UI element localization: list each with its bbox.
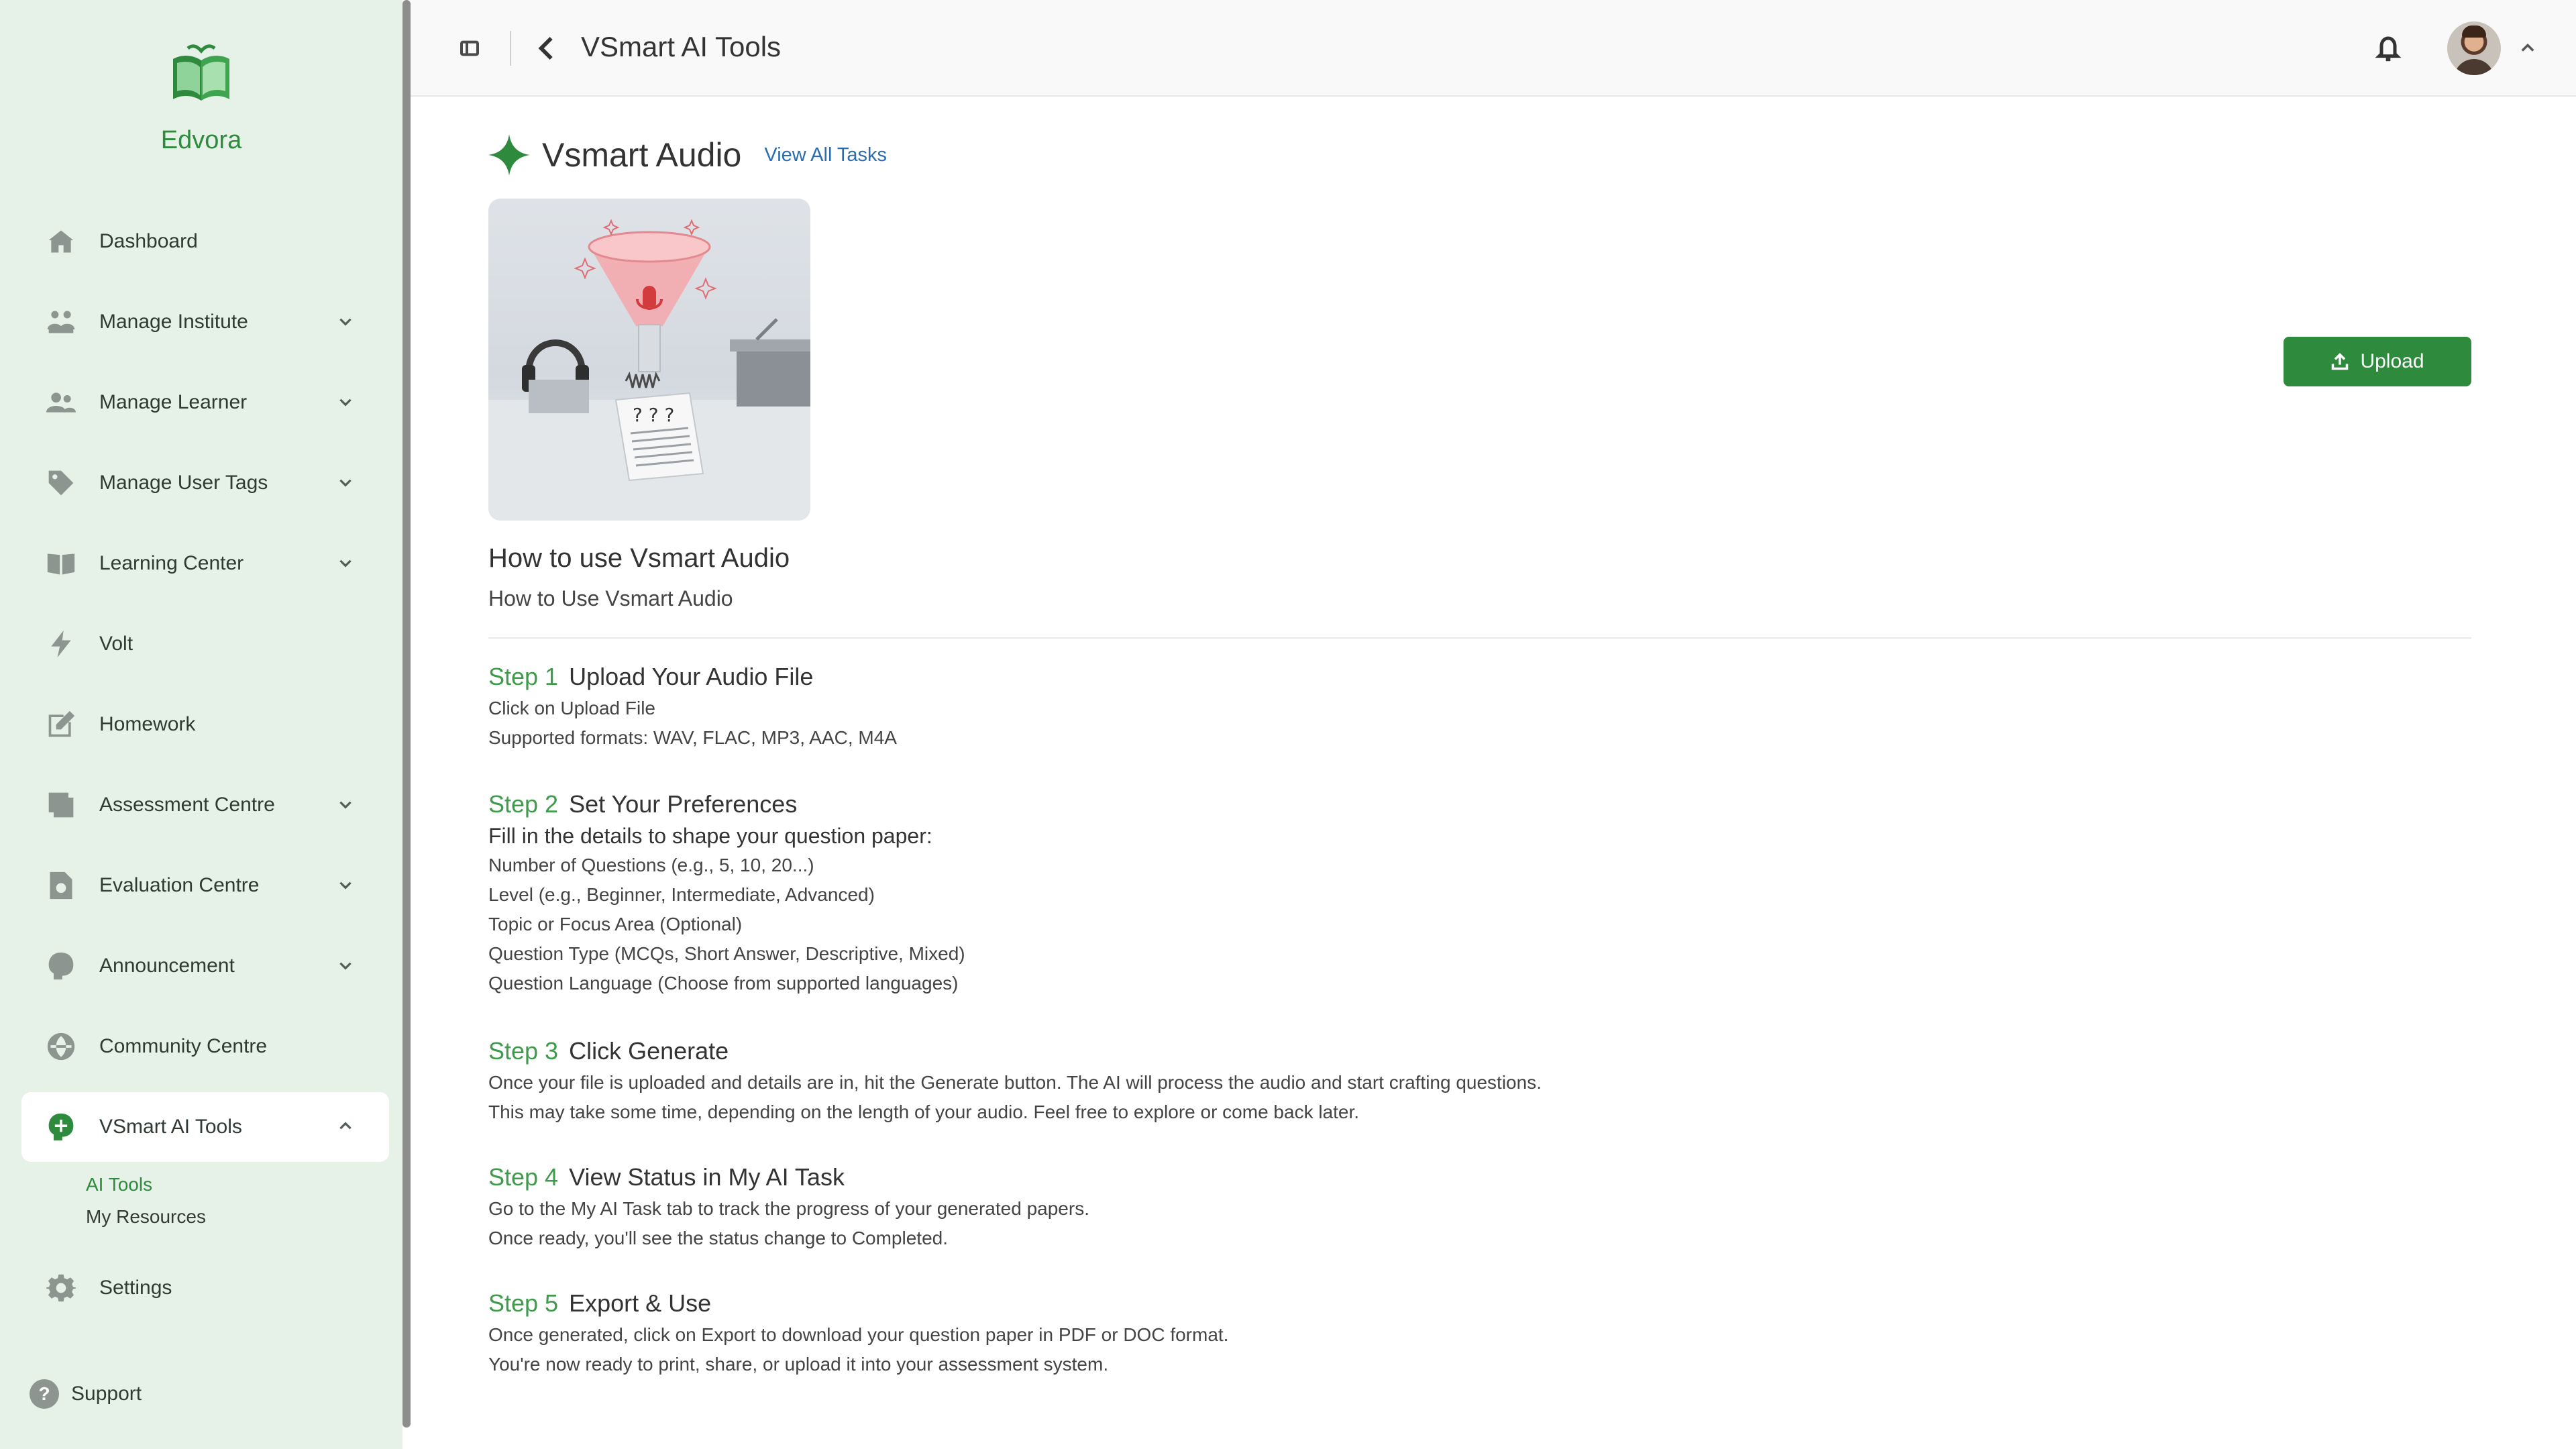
step-line: You're now ready to print, share, or upload it into your assessment system. bbox=[488, 1354, 1109, 1375]
main-content bbox=[411, 97, 2576, 1449]
sidebar-item-volt[interactable] bbox=[21, 609, 389, 679]
step-4 bbox=[488, 1161, 2434, 1253]
svg-text:? ? ?: ? ? ? bbox=[633, 404, 675, 426]
sidebar bbox=[0, 0, 402, 1449]
step-line: Level (e.g., Beginner, Intermediate, Advanced) bbox=[488, 884, 875, 905]
step-3 bbox=[488, 1034, 2434, 1127]
brand bbox=[0, 40, 402, 155]
edit-icon bbox=[46, 709, 76, 740]
chevron-down-icon bbox=[337, 554, 354, 572]
book-icon bbox=[46, 548, 76, 579]
sidebar-item-assessment-centre[interactable] bbox=[21, 770, 389, 840]
step-line: Once your file is uploaded and details are in, hit the Generate button. The AI will process the audio and start crafting questions. bbox=[488, 1072, 1542, 1093]
support-label: Support bbox=[71, 1383, 142, 1405]
step-line: Number of Questions (e.g., 5, 10, 20...) bbox=[488, 855, 814, 875]
funnel-microphone-illustration bbox=[488, 199, 810, 521]
sidebar-item-label: Volt bbox=[99, 633, 133, 655]
assessment-icon bbox=[46, 790, 76, 820]
sidebar-item-label: Manage Institute bbox=[99, 311, 248, 333]
sidebar-item-label: Evaluation Centre bbox=[99, 874, 260, 896]
back-arrow-icon[interactable] bbox=[535, 35, 558, 62]
step-number: Step 5 bbox=[488, 1289, 559, 1317]
step-line: This may take some time, depending on the length of your audio. Feel free to explore or come back later. bbox=[488, 1102, 1360, 1122]
step-title: Click Generate bbox=[569, 1037, 729, 1065]
step-heading bbox=[488, 1034, 2434, 1068]
step-1 bbox=[488, 660, 2434, 753]
chevron-up-icon bbox=[337, 1118, 354, 1135]
step-title: View Status in My AI Task bbox=[569, 1163, 845, 1191]
chevron-down-icon bbox=[337, 393, 354, 411]
step-title: Set Your Preferences bbox=[569, 790, 798, 818]
step-line: Question Type (MCQs, Short Answer, Descriptive, Mixed) bbox=[488, 943, 965, 964]
step-title: Upload Your Audio File bbox=[569, 663, 814, 690]
sidebar-item-homework[interactable] bbox=[21, 690, 389, 759]
learners-icon bbox=[46, 387, 76, 418]
sidebar-item-community-centre[interactable] bbox=[21, 1012, 389, 1081]
section-divider bbox=[488, 637, 2471, 639]
step-5 bbox=[488, 1287, 2434, 1379]
step-heading bbox=[488, 1161, 2434, 1194]
sidebar-subitem-my-resources[interactable]: My Resources bbox=[86, 1206, 206, 1227]
sidebar-item-label: Manage Learner bbox=[99, 391, 248, 413]
sidebar-item-label: Dashboard bbox=[99, 230, 198, 252]
sparkle-icon bbox=[488, 134, 530, 176]
sidebar-item-label: Manage User Tags bbox=[99, 472, 268, 494]
step-line: Go to the My AI Task tab to track the progress of your generated papers. bbox=[488, 1198, 1089, 1219]
step-2 bbox=[488, 788, 2434, 998]
page-title: VSmart AI Tools bbox=[581, 31, 782, 62]
sidebar-item-evaluation-centre[interactable] bbox=[21, 851, 389, 920]
step-number: Step 3 bbox=[488, 1037, 559, 1065]
support-link[interactable] bbox=[30, 1379, 142, 1409]
chevron-up-icon[interactable] bbox=[2518, 39, 2537, 58]
brand-name: Edvora bbox=[160, 126, 242, 154]
step-line: Once ready, you'll see the status change to Completed. bbox=[488, 1228, 949, 1248]
gear-icon bbox=[46, 1273, 76, 1303]
sidebar-item-label: Homework bbox=[99, 713, 196, 735]
step-title: Export & Use bbox=[569, 1289, 712, 1317]
howto-subtitle: How to Use Vsmart Audio bbox=[488, 586, 733, 610]
upload-icon bbox=[2330, 352, 2349, 371]
sidebar-item-label: Community Centre bbox=[99, 1035, 268, 1057]
step-lead: Fill in the details to shape your question paper: bbox=[488, 824, 932, 848]
sidebar-item-label: Announcement bbox=[99, 955, 235, 977]
sidebar-item-label: Assessment Centre bbox=[99, 794, 275, 816]
sidebar-item-label: Settings bbox=[99, 1277, 172, 1299]
chevron-down-icon bbox=[337, 876, 354, 894]
bolt-icon bbox=[46, 629, 76, 659]
book-logo-icon bbox=[168, 40, 235, 107]
tool-title: Vsmart Audio bbox=[542, 136, 742, 174]
sidebar-item-manage-institute[interactable] bbox=[21, 287, 389, 357]
tag-icon bbox=[46, 468, 76, 498]
sidebar-item-label: VSmart AI Tools bbox=[99, 1116, 242, 1138]
sidebar-toggle-icon[interactable] bbox=[459, 38, 480, 59]
sidebar-item-learning-center[interactable] bbox=[21, 529, 389, 598]
sidebar-scrollbar[interactable] bbox=[402, 0, 411, 1428]
step-line: Click on Upload File bbox=[488, 698, 655, 718]
step-line: Once generated, click on Export to download your question paper in PDF or DOC format. bbox=[488, 1324, 1229, 1345]
top-header bbox=[411, 0, 2576, 97]
sidebar-subitem-ai-tools[interactable]: AI Tools bbox=[86, 1174, 153, 1195]
step-number: Step 4 bbox=[488, 1163, 559, 1191]
sidebar-item-manage-user-tags[interactable] bbox=[21, 448, 389, 518]
step-heading bbox=[488, 1287, 2434, 1320]
step-line: Supported formats: WAV, FLAC, MP3, AAC, M4A bbox=[488, 727, 897, 748]
step-number: Step 1 bbox=[488, 663, 559, 690]
sidebar-item-label: Learning Center bbox=[99, 552, 244, 574]
view-all-tasks-link[interactable]: View All Tasks bbox=[764, 144, 888, 166]
step-line: Topic or Focus Area (Optional) bbox=[488, 914, 743, 934]
chevron-down-icon bbox=[337, 796, 354, 813]
announcement-icon bbox=[46, 951, 76, 981]
home-icon bbox=[46, 226, 76, 257]
bell-icon[interactable] bbox=[2375, 34, 2402, 63]
evaluation-icon bbox=[46, 870, 76, 901]
globe-icon bbox=[46, 1031, 76, 1062]
ai-brain-icon bbox=[46, 1112, 76, 1142]
chevron-down-icon bbox=[337, 313, 354, 330]
step-heading bbox=[488, 788, 2434, 821]
avatar[interactable] bbox=[2447, 21, 2501, 75]
sidebar-item-settings[interactable] bbox=[21, 1253, 389, 1323]
audio-tool-illustration bbox=[488, 199, 810, 521]
sidebar-item-announcement[interactable] bbox=[21, 931, 389, 1001]
howto-title: How to use Vsmart Audio bbox=[488, 543, 790, 573]
step-number: Step 2 bbox=[488, 790, 559, 818]
chevron-down-icon bbox=[337, 474, 354, 491]
sidebar-item-vsmart-ai-tools[interactable] bbox=[21, 1092, 389, 1162]
step-heading bbox=[488, 660, 2434, 694]
tool-heading bbox=[488, 134, 887, 176]
sidebar-item-manage-learner[interactable] bbox=[21, 368, 389, 437]
institute-icon bbox=[46, 307, 76, 337]
help-icon: ? bbox=[30, 1379, 59, 1409]
sidebar-item-dashboard[interactable] bbox=[21, 207, 389, 276]
step-line: Question Language (Choose from supported languages) bbox=[488, 973, 959, 994]
upload-button[interactable] bbox=[2284, 337, 2471, 386]
upload-button-label: Upload bbox=[2360, 350, 2424, 372]
header-divider bbox=[510, 31, 511, 66]
chevron-down-icon bbox=[337, 957, 354, 974]
